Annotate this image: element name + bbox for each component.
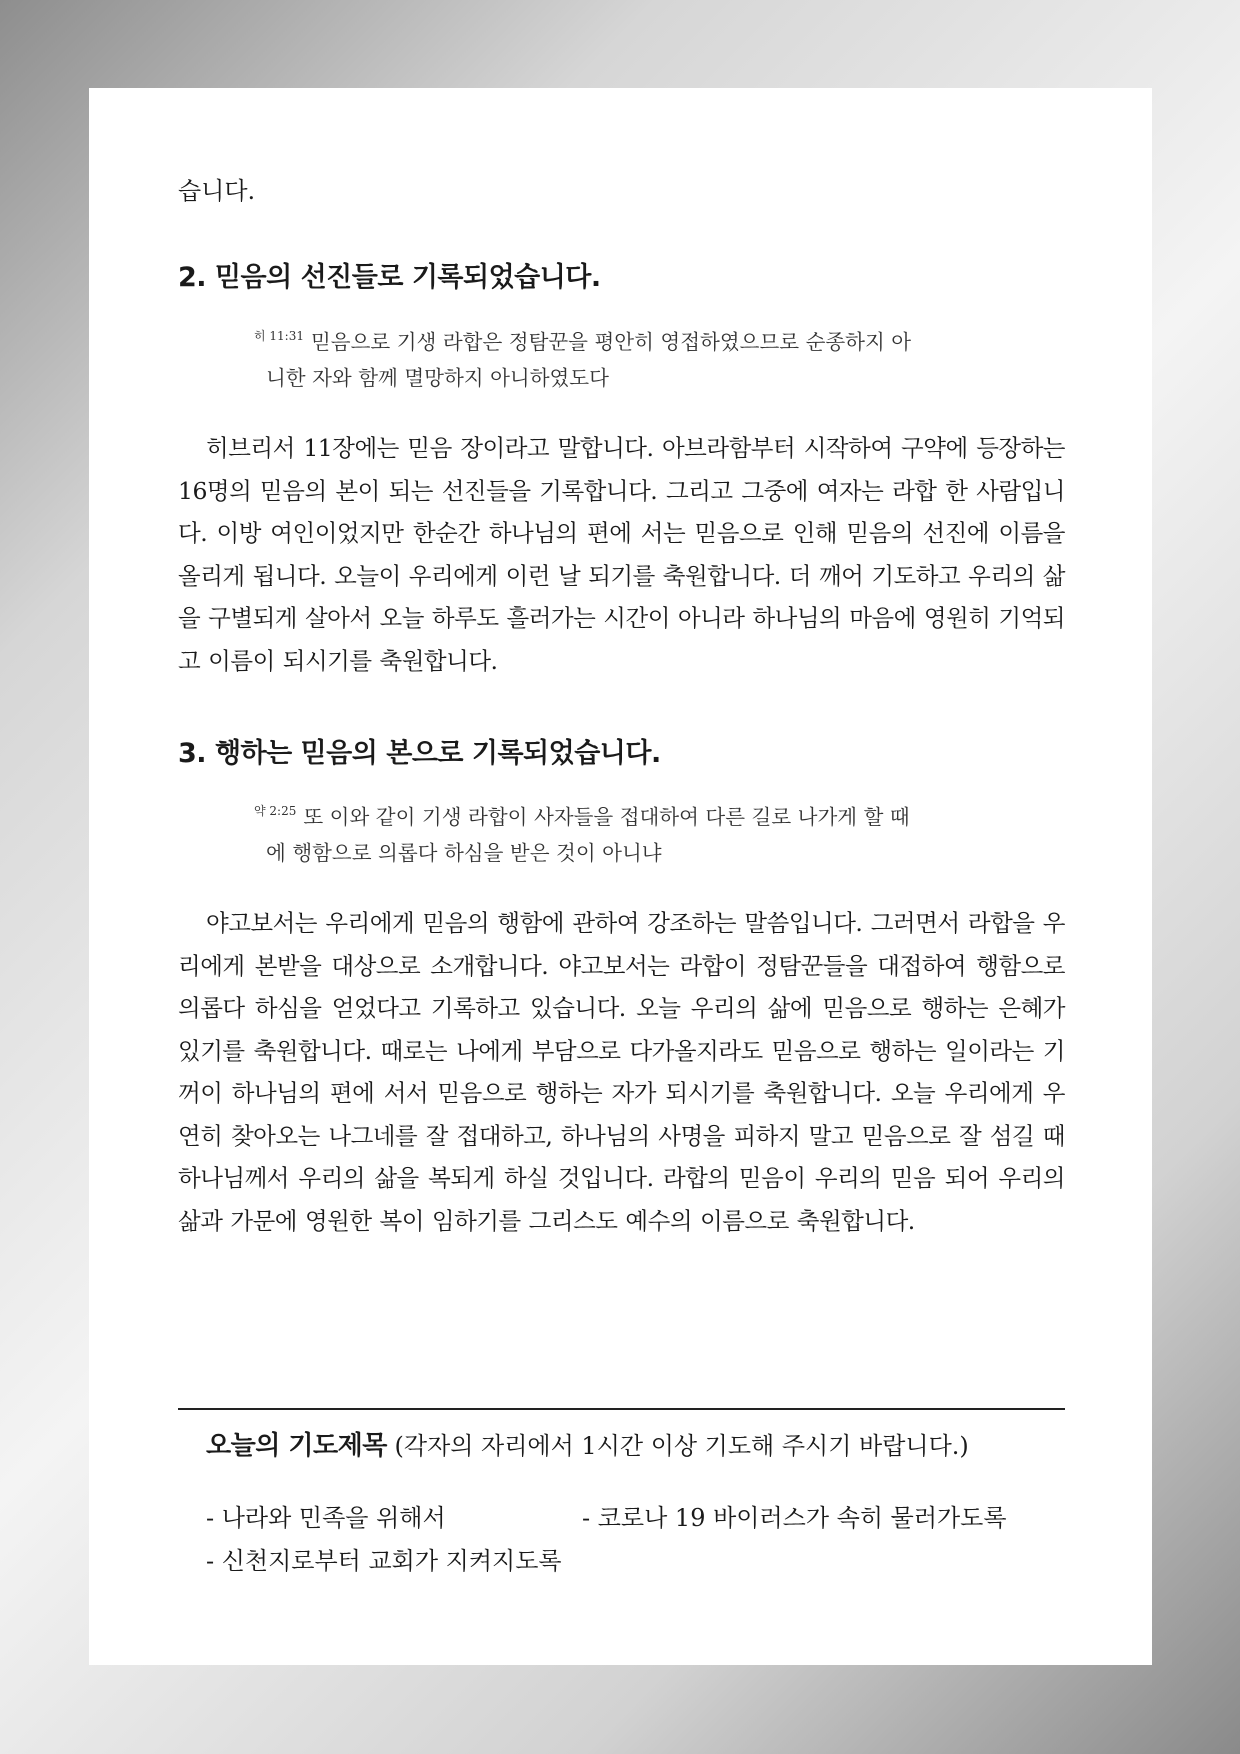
section-2-body: 히브리서 11장에는 믿음 장이라고 말합니다. 아브라함부터 시작하여 구약에 등장하는 16명의 믿음의 본이 되는 선진들을 기록합니다. 그리고 그중에 여자는 라합 한 사람입니다. 이방 여인이었지만 한순간 하나님의 편에 서는 믿음으로 인해 믿음의 선진에 이름을 올리게 됩니다. 오늘이 우리에게 이런 날 되기를 축원합니다. 더 깨어 기도하고 우리의 삶을 구별되게 살아서 오늘 하루도 흘러가는 시간이 아니라 하나님의 마음에 영원히 기억되고 이름이 되시기를 축원합니다.: [178, 434, 1065, 675]
quote-line-1: [254, 793, 1014, 835]
scripture-reference: 히 11:31: [254, 329, 304, 343]
section-3-body: 야고보서는 우리에게 믿음의 행함에 관하여 강조하는 말씀입니다. 그러면서 라합을 우리에게 본받을 대상으로 소개합니다. 야고보서는 라합이 정탐꾼들을 대접하여 행함으로 의롭다 하심을 얻었다고 기록하고 있습니다. 오늘 우리의 삶에 믿음으로 행하는 은혜가 있기를 축원합니다. 때로는 나에게 부담으로 다가올지라도 믿음으로 행하는 일이라는 기꺼이 하나님의 편에 서서 믿음으로 행하는 자가 되시기를 축원합니다. 오늘 우리에게 우연히 찾아오는 나그네를 잘 접대하고, 하나님의 사명을 피하지 말고 믿음으로 잘 섬길 때 하나님께서 우리의 삶을 복되게 하실 것입니다. 라합의 믿음이 우리의 믿음 되어 우리의 삶과 가문에 영원한 복이 임하기를 그리스도 예수의 이름으로 축원합니다.: [178, 909, 1065, 1235]
section-3-scripture-quote: [254, 793, 1014, 871]
prayer-item: - 나라와 민족을 위해서: [206, 1504, 446, 1532]
prayer-item: - 신천지로부터 교회가 지켜지도록: [206, 1547, 562, 1575]
section-3-heading: 3. 행하는 믿음의 본으로 기록되었습니다.: [178, 738, 661, 769]
section-2-scripture-quote: [254, 318, 1014, 396]
document-page: [89, 88, 1152, 1665]
prayer-title: [206, 1428, 969, 1464]
quote-line-2: 에 행함으로 의롭다 하심을 받은 것이 아니냐: [266, 841, 662, 865]
quote-line-2: 니한 자와 함께 멸망하지 아니하였도다: [266, 366, 609, 390]
quote-text: 또 이와 같이 기생 라합이 사자들을 접대하여 다른 길로 나가게 할 때: [303, 805, 910, 829]
prayer-title-label: 오늘의 기도제목: [206, 1431, 387, 1461]
quote-text: 믿음으로 기생 라합은 정탐꾼을 평안히 영접하였으므로 순종하지 아: [311, 330, 912, 354]
scripture-reference: 약 2:25: [254, 804, 297, 818]
quote-line-1: [254, 318, 1014, 360]
prayer-item: - 코로나 19 바이러스가 속히 물러가도록: [582, 1504, 1007, 1532]
section-2-heading: 2. 믿음의 선진들로 기록되었습니다.: [178, 262, 601, 293]
divider: [178, 1408, 1065, 1410]
continuation-text: 습니다.: [178, 177, 256, 205]
prayer-subtitle: (각자의 자리에서 1시간 이상 기도해 주시기 바랍니다.): [394, 1432, 969, 1460]
